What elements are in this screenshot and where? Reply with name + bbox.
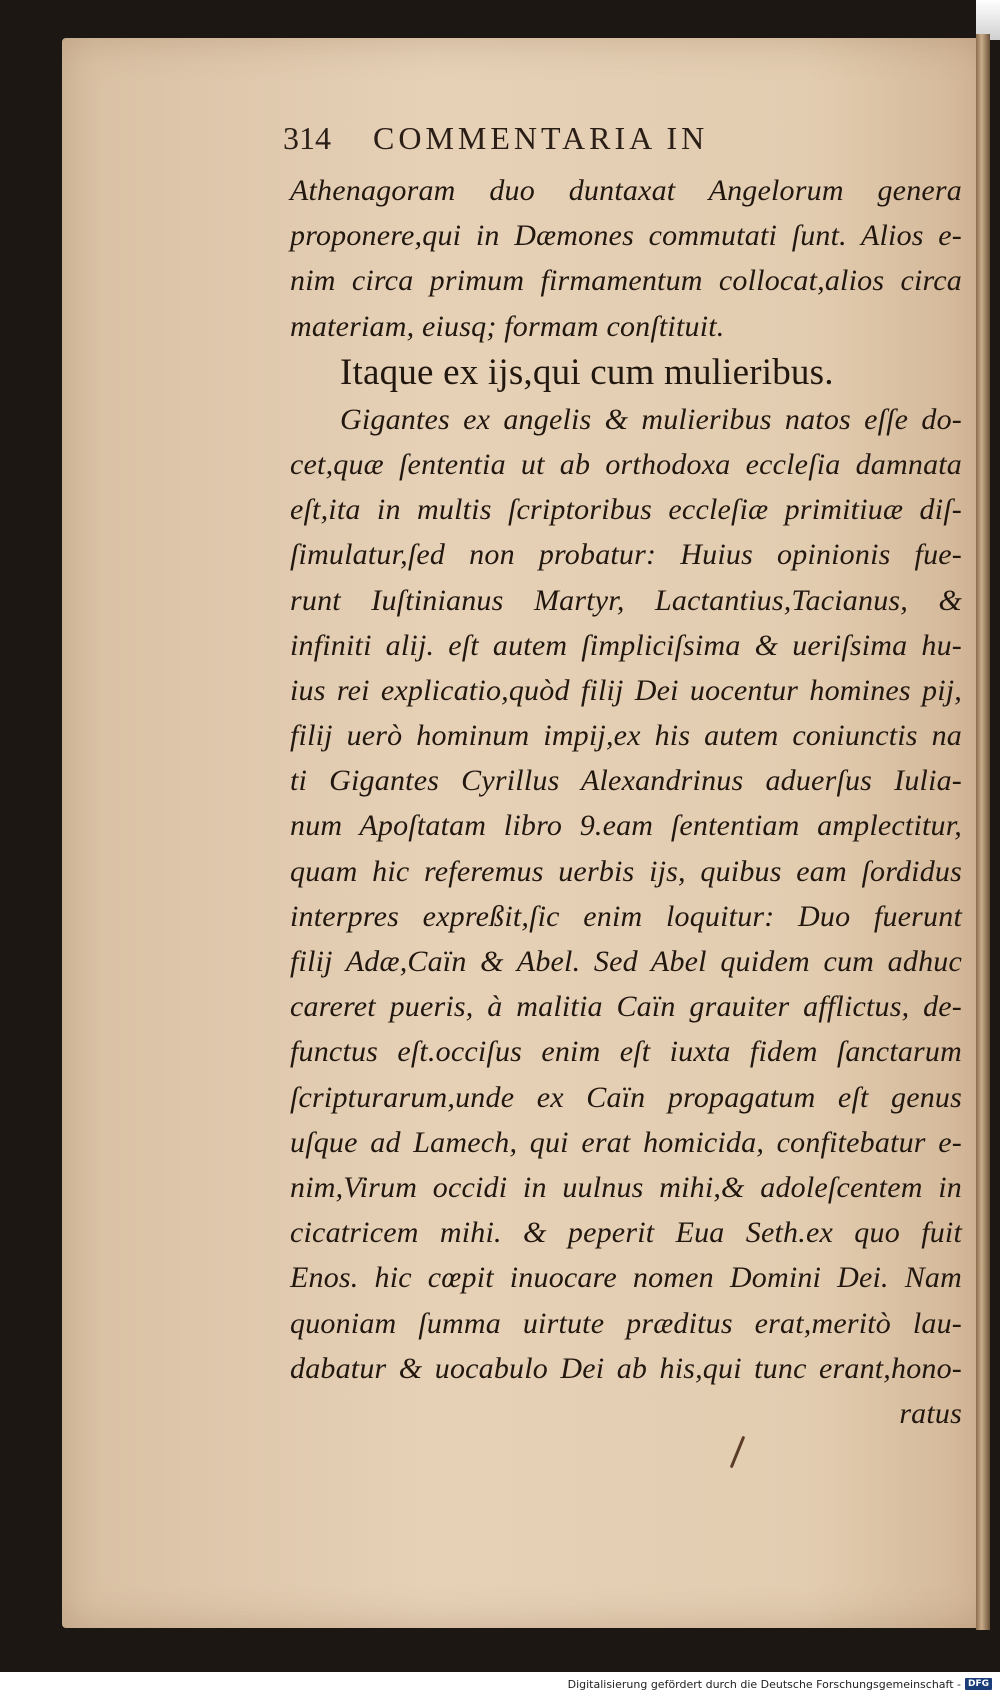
text-line: num Apoſtatam libro 9.eam ſententiam amplectitur, bbox=[290, 809, 962, 843]
text-line: materiam, eiusq; formam conſtituit. bbox=[290, 309, 725, 343]
text-line: Athenagoram duo duntaxat Angelorum genera bbox=[290, 174, 962, 207]
text-line: Gigantes ex angelis & mulieribus natos eſſe do- bbox=[340, 402, 962, 436]
text-line: proponere,qui in Dæmones commutati ſunt. Alios e- bbox=[290, 219, 962, 253]
text-line: nim circa primum firmamentum collocat,alios circa bbox=[290, 264, 962, 298]
text-line: ti Gigantes Cyrillus Alexandrinus aduerſus Iulia- bbox=[290, 764, 962, 798]
text-line: functus eſt.occiſus enim eſt iuxta fidem ſanctarum bbox=[290, 1035, 962, 1069]
running-title: COMMENTARIA IN bbox=[373, 120, 709, 156]
text-line: runt Iuſtinianus Martyr, Lactantius,Tacianus, & bbox=[290, 583, 962, 617]
text-line: cet,quæ ſententia ut ab orthodoxa eccleſia damnata bbox=[290, 447, 962, 481]
page-number: 314 bbox=[283, 120, 331, 156]
text-line: eſt,ita in multis ſcriptoribus eccleſiæ primitiuæ diſ- bbox=[290, 493, 962, 527]
text-line: interpres expreßit,ſic enim loquitur: Duo fuerunt bbox=[290, 899, 962, 933]
text-line: filij uerò hominum impij,ex his autem coniunctis na bbox=[290, 719, 962, 753]
text-line: careret pueris, à malitia Caïn grauiter afflictus, de- bbox=[290, 990, 962, 1024]
catchword: ratus bbox=[899, 1396, 962, 1430]
text-line: cicatricem mihi. & peperit Eua Seth.ex quo fuit bbox=[290, 1216, 962, 1250]
credit-text: Digitalisierung gefördert durch die Deutsche Forschungsgemeinschaft - bbox=[567, 1677, 961, 1691]
text-line: infiniti alij. eſt autem ſimpliciſsima & ueriſsima hu- bbox=[290, 628, 962, 662]
text-line: nim,Virum occidi in uulnus mihi,& adoleſcentem in bbox=[290, 1170, 962, 1204]
text-block bbox=[290, 168, 962, 1436]
text-line: filij Adæ,Caïn & Abel. Sed Abel quidem cum adhuc bbox=[290, 945, 962, 978]
dfg-logo: DFG bbox=[965, 1678, 992, 1690]
running-header bbox=[283, 120, 843, 157]
text-line: uſque ad Lamech, qui erat homicida, confitebatur e- bbox=[290, 1125, 962, 1159]
section-heading: Itaque ex ijs,qui cum mulieribus. bbox=[340, 351, 834, 393]
text-line: ius rei explicatio,quòd filij Dei uocentur homines pij, bbox=[290, 673, 962, 707]
text-line: quam hic referemus uerbis ijs, quibus eam ſordidus bbox=[290, 854, 962, 888]
text-line: quoniam ſumma uirtute præditus erat,meritò lau- bbox=[290, 1306, 962, 1340]
text-line: ſimulatur,ſed non probatur: Huius opinionis fue- bbox=[290, 538, 962, 572]
page-edge bbox=[976, 34, 990, 1630]
text-line: dabatur & uocabulo Dei ab his,qui tunc erant,hono- bbox=[290, 1351, 962, 1385]
text-line: ſcripturarum,unde ex Caïn propagatum eſt genus bbox=[290, 1080, 962, 1114]
digitization-credit bbox=[568, 1675, 992, 1693]
text-line: Enos. hic cœpit inuocare nomen Domini Dei. Nam bbox=[290, 1261, 962, 1295]
